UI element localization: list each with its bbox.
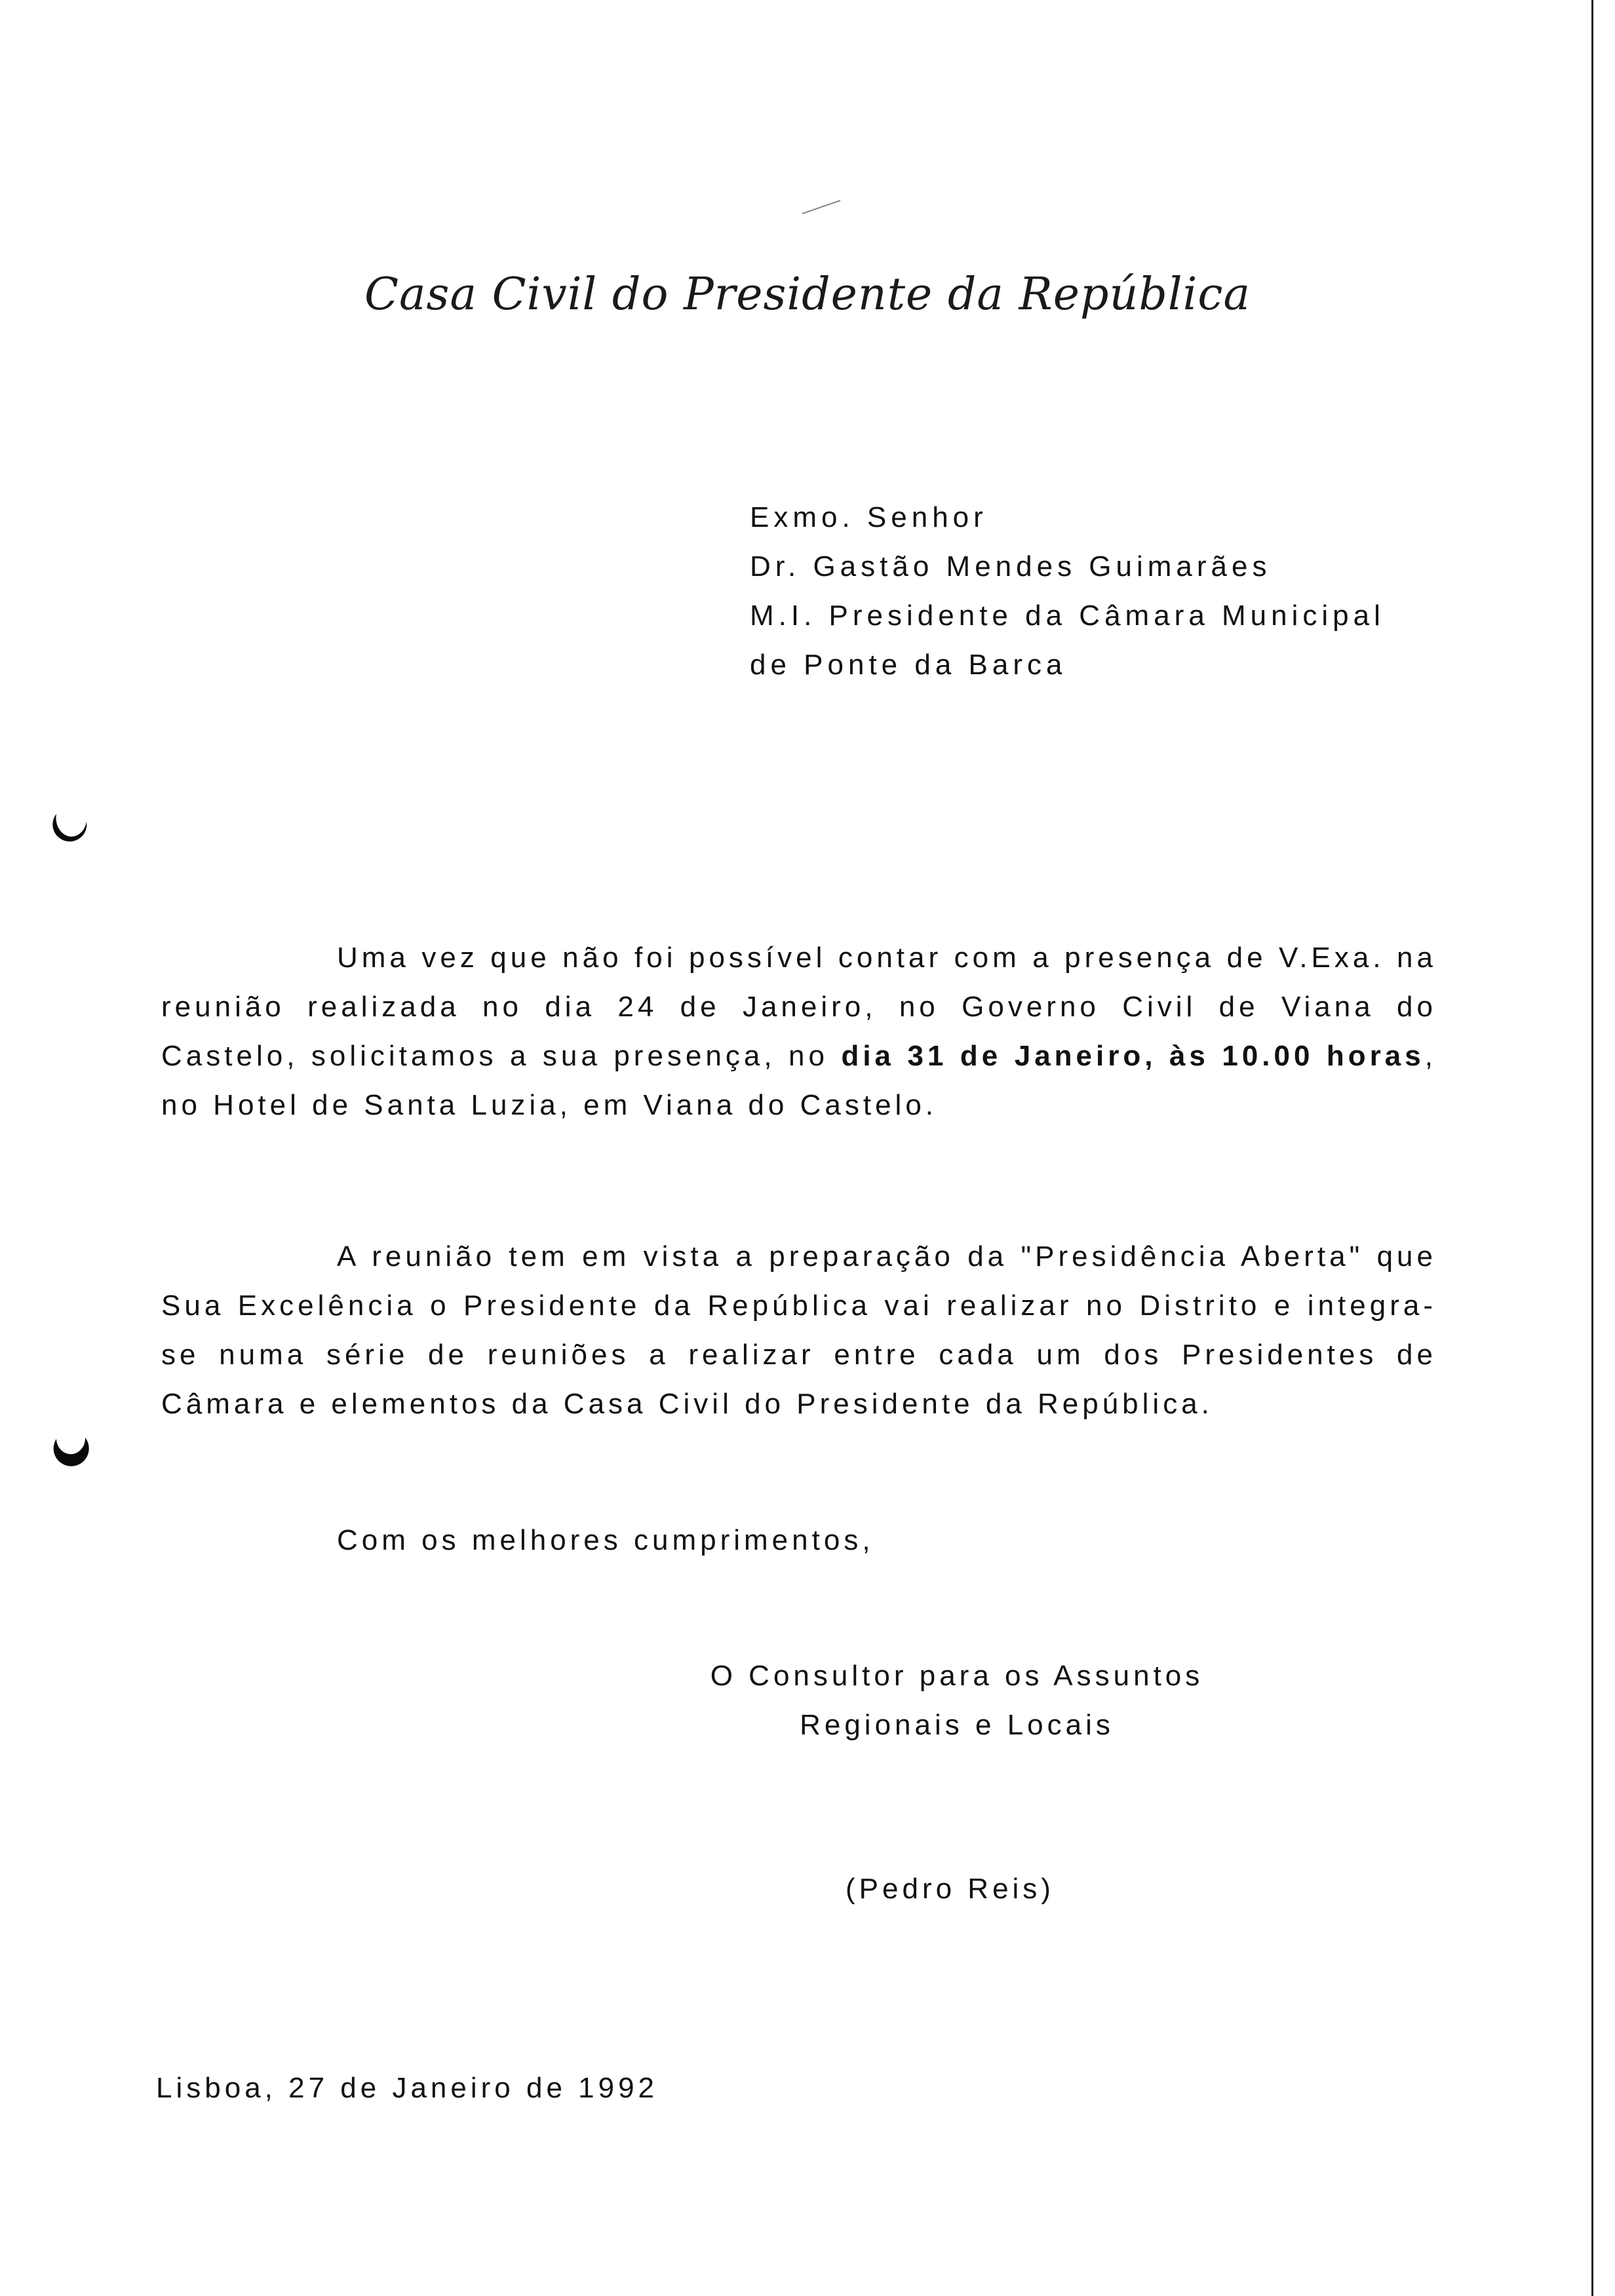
recipient-title: M.I. Presidente da Câmara Municipal	[750, 600, 1385, 632]
closing-salutation: Com os melhores cumprimentos,	[337, 1524, 874, 1556]
punch-hole-icon	[47, 1428, 93, 1474]
para2-text: A reunião tem em vista a preparação da "Presidência Aberta" que Sua Excelência o Presidente da República vai realizar no Distrito e integra-se numa série de reuniões a realizar entre cada um dos Presidentes de Câmara e elementos da Casa Civil do Presidente da República.	[161, 1240, 1437, 1420]
recipient-municipality: de Ponte da Barca	[750, 649, 1067, 681]
scan-mark-icon	[801, 197, 847, 216]
meeting-datetime: dia 31 de Janeiro, às 10.00 horas	[841, 1040, 1425, 1072]
page-edge-line	[1591, 0, 1593, 2296]
punch-hole-icon	[47, 805, 93, 851]
body-paragraph-1	[161, 933, 1437, 1130]
recipient-name: Dr. Gastão Mendes Guimarães	[750, 550, 1272, 583]
recipient-salutation: Exmo. Senhor	[750, 501, 988, 533]
signer-name: (Pedro Reis)	[846, 1873, 1055, 1905]
para1-text-end: , no Hotel de Santa Luzia, em Viana do Castelo.	[161, 1040, 1437, 1121]
letterhead-title: Casa Civil do Presidente da República	[364, 269, 1251, 320]
signature-title-line-1: O Consultor para os Assuntos	[710, 1660, 1204, 1692]
place-and-date: Lisboa, 27 de Janeiro de 1992	[156, 2072, 659, 2104]
recipient-address	[750, 493, 1385, 689]
signature-title	[688, 1651, 1226, 1750]
signature-title-line-2: Regionais e Locais	[800, 1709, 1114, 1741]
body-paragraph-2	[161, 1232, 1437, 1428]
para1-text-start: Uma vez que não foi possível contar com a presença de V.Exa. na reunião realizada no dia 24 de Janeiro, no Governo Civil de Viana do Castelo, solicitamos a sua presença, no	[161, 942, 1437, 1072]
